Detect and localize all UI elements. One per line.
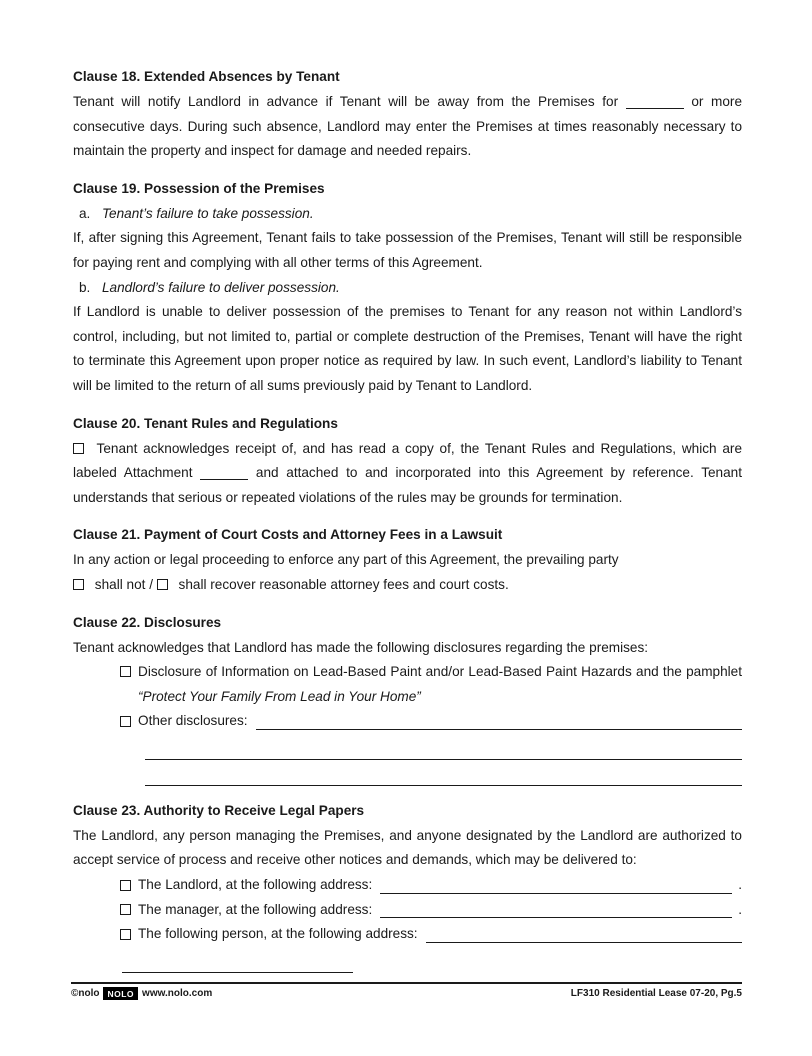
following-person-checkbox[interactable] <box>120 929 131 940</box>
lead-paint-disclosure-item <box>120 660 742 709</box>
item-b-marker: b. <box>79 279 91 295</box>
clause-22-intro: Tenant acknowledges that Landlord has made the following disclosures regarding the premises: <box>73 639 649 655</box>
pamphlet-title: “Protect Your Family From Lead in Your Home” <box>138 688 421 704</box>
attachment-label-blank[interactable] <box>200 467 248 480</box>
clause-18-heading: Clause 18. Extended Absences by Tenant <box>73 69 340 84</box>
other-disclosures-line-3[interactable] <box>145 760 742 786</box>
clause-21 <box>73 522 742 597</box>
landlord-address-blank[interactable] <box>380 893 732 894</box>
following-person-blank[interactable] <box>426 942 742 943</box>
absence-days-blank[interactable] <box>626 96 684 109</box>
clause-18-text-after-blank: or more consecutive days. During such absence, Landlord may enter the Premises at times reasonably necessary to maintain the property and inspect for damage and needed repairs. <box>73 94 743 159</box>
clause-19-heading: Clause 19. Possession of the Premises <box>73 180 325 196</box>
landlord-address-label: The Landlord, at the following address: <box>138 877 373 893</box>
clause-20-heading: Clause 20. Tenant Rules and Regulations <box>73 415 338 431</box>
clause-19-item-b-body: If Landlord is unable to deliver possession of the premises to Tenant for any reason not within Landlord’s control, including, but not limited to, partial or complete destruction of the Premises, Tenant will have the right to terminate this Agreement upon proper notice as required by law. In such event, Landlord’s liability to Tenant will be limited to the return of all sums previously paid by Tenant to Landlord. <box>73 304 742 393</box>
clause-20-paragraph <box>73 437 742 511</box>
clause-18-paragraph <box>73 90 742 164</box>
nolo-url: www.nolo.com <box>142 988 213 999</box>
clause-21-options-line <box>73 573 742 598</box>
address-continuation-line[interactable] <box>122 947 353 973</box>
clause-22-heading: Clause 22. Disclosures <box>73 614 222 630</box>
clause-20-text-before-blank: Tenant acknowledges receipt of, and has read a copy of, the Tenant Rules and Regulations, which are labeled Attachment <box>73 440 743 481</box>
nolo-copyright: ©nolo <box>71 988 100 999</box>
clause-21-heading: Clause 21. Payment of Court Costs and Attorney Fees in a Lawsuit <box>73 527 503 543</box>
manager-address-checkbox[interactable] <box>120 904 131 915</box>
lease-page-content <box>73 64 742 973</box>
clause-22 <box>73 610 742 786</box>
rules-acknowledgement-checkbox[interactable] <box>73 443 84 454</box>
page-footer <box>71 982 742 1000</box>
item-b-title: Landlord’s failure to deliver possession. <box>102 279 340 295</box>
other-disclosures-line-2[interactable] <box>145 734 742 760</box>
shall-not-checkbox[interactable] <box>73 579 84 590</box>
clause-23-intro: The Landlord, any person managing the Premises, and anyone designated by the Landlord are authorized to accept service of process and receive other notices and demands, which may be delivered to: <box>73 827 742 868</box>
item-a-marker: a. <box>79 205 91 221</box>
clause-19-item-a <box>73 202 742 227</box>
clause-19-item-a-body: If, after signing this Agreement, Tenant fails to take possession of the Premises, Tenant will still be responsible for paying rent and complying with all other terms of this Agreement. <box>73 230 742 270</box>
shall-not-label: shall not / <box>94 576 153 592</box>
clause-20-text-after-blank: and attached to and incorporated into this Agreement by reference. Tenant understands that serious or repeated violations of the rules may be grounds for termination. <box>73 465 743 505</box>
following-person-label: The following person, at the following address: <box>138 926 418 942</box>
footer-doc-ref: LF310 Residential Lease 07-20, Pg.5 <box>570 988 742 999</box>
shall-recover-label: shall recover reasonable attorney fees and court costs. <box>178 576 509 592</box>
landlord-address-checkbox[interactable] <box>120 880 131 891</box>
manager-address-label: The manager, at the following address: <box>138 901 373 917</box>
clause-19-item-b <box>73 276 742 301</box>
footer-branding <box>71 987 212 1000</box>
clause-18-text-before-blank: Tenant will notify Landlord in advance if Tenant will be away from the Premises for <box>73 94 619 109</box>
legal-papers-person-item <box>120 922 742 947</box>
other-disclosures-label: Other disclosures: <box>138 713 248 729</box>
lead-paint-disclosure-text <box>138 660 742 709</box>
clause-21-intro: In any action or legal proceeding to enforce any part of this Agreement, the prevailing party <box>73 552 619 568</box>
legal-papers-landlord-item <box>120 873 742 898</box>
lead-paint-disclosure-text-main: Disclosure of Information on Lead-Based Paint and/or Lead-Based Paint Hazards and the pamphlet <box>138 664 742 680</box>
clause-23-heading: Clause 23. Authority to Receive Legal Papers <box>73 802 365 818</box>
landlord-address-period: . <box>738 877 742 893</box>
lead-paint-disclosure-checkbox[interactable] <box>120 666 131 677</box>
item-a-title: Tenant’s failure to take possession. <box>102 205 314 221</box>
shall-recover-checkbox[interactable] <box>157 579 168 590</box>
legal-papers-manager-item <box>120 898 742 923</box>
other-disclosures-blank[interactable] <box>256 729 742 730</box>
manager-address-blank[interactable] <box>380 917 732 918</box>
manager-address-period: . <box>738 901 742 917</box>
clause-20 <box>73 411 742 511</box>
nolo-logo-badge: NOLO <box>103 987 138 1000</box>
clause-19 <box>73 176 742 399</box>
other-disclosures-item <box>120 709 742 734</box>
clause-23 <box>73 798 742 973</box>
clause-18 <box>73 64 742 164</box>
other-disclosures-checkbox[interactable] <box>120 716 131 727</box>
